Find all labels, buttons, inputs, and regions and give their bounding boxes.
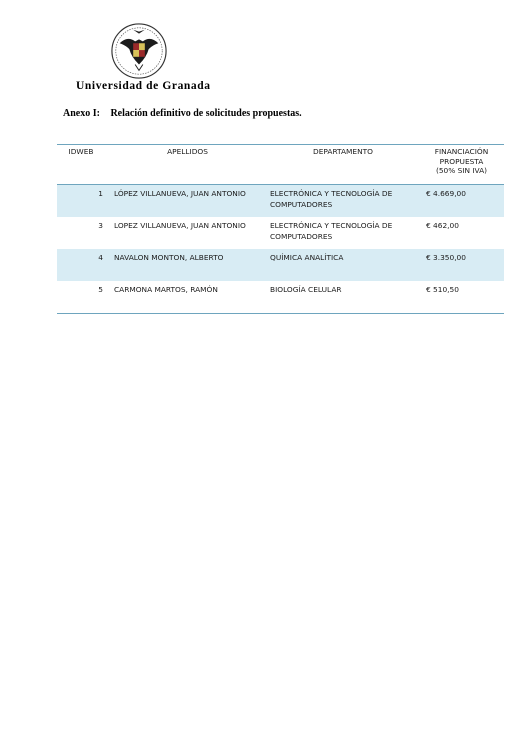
table-row — [57, 281, 504, 314]
cell-departamento: QUÍMICA ANALÍTICA — [270, 253, 344, 262]
table-header-row — [57, 145, 504, 185]
cell-financiacion: € 510,50 — [426, 285, 459, 294]
column-header-departamento: DEPARTAMENTO — [313, 147, 373, 156]
annex-heading — [63, 108, 302, 119]
cell-financiacion: € 3.350,00 — [426, 253, 466, 262]
cell-idweb: 1 — [98, 189, 103, 198]
annex-title-text: Relación definitivo de solicitudes propuestas. — [110, 108, 302, 119]
cell-departamento: BIOLOGÍA CELULAR — [270, 285, 342, 294]
column-header-financiacion-line1: FINANCIACIÓN — [434, 147, 489, 156]
table-row — [57, 249, 504, 281]
cell-departamento: ELECTRÓNICA Y TECNOLOGÍA DE COMPUTADORES — [270, 189, 393, 209]
column-header-financiacion-line3: (50% SIN IVA) — [435, 166, 488, 176]
column-header-financiacion — [419, 145, 504, 185]
column-header-apellidos: APELLIDOS — [167, 147, 208, 156]
cell-financiacion: € 4.669,00 — [426, 189, 466, 198]
cell-apellidos: CARMONA MARTOS, RAMÓN — [114, 285, 218, 294]
cell-departamento: ELECTRÓNICA Y TECNOLOGÍA DE COMPUTADORES — [270, 221, 393, 241]
cell-idweb: 4 — [98, 253, 103, 262]
university-name: Universidad de Granada — [76, 80, 211, 92]
column-header-financiacion-line2: PROPUESTA — [439, 156, 484, 166]
cell-apellidos: NAVALON MONTON, ALBERTO — [114, 253, 224, 262]
cell-apellidos: LÓPEZ VILLANUEVA, JUAN ANTONIO — [114, 189, 246, 198]
cell-apellidos: LOPEZ VILLANUEVA, JUAN ANTONIO — [114, 221, 246, 230]
annex-label: Anexo I: — [63, 108, 100, 119]
university-crest-icon — [110, 22, 168, 80]
table-row — [57, 185, 504, 218]
table-row — [57, 217, 504, 249]
proposals-table — [57, 144, 504, 314]
cell-financiacion: € 462,00 — [426, 221, 459, 230]
cell-idweb: 3 — [98, 221, 103, 230]
cell-idweb: 5 — [98, 285, 103, 294]
column-header-idweb: IDWEB — [68, 147, 94, 156]
